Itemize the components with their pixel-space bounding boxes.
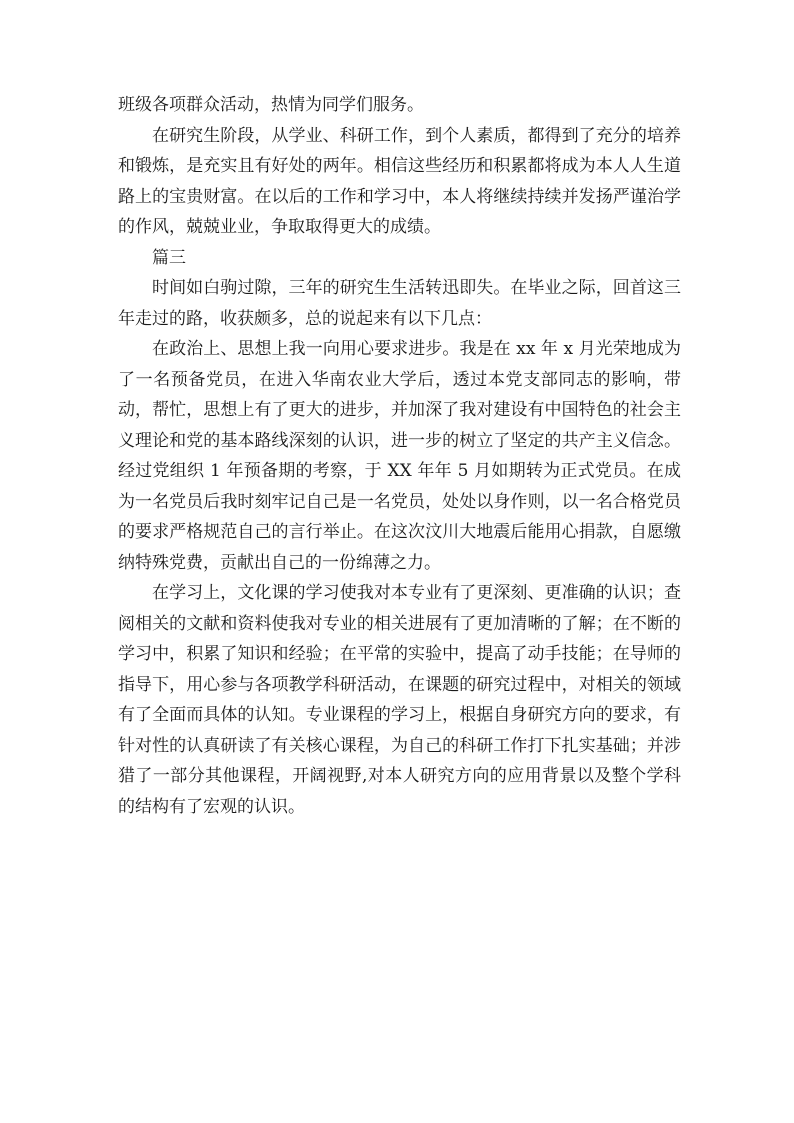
paragraph-study: 在学习上，文化课的学习使我对本专业有了更深刻、更准确的认识；查阅相关的文献和资料使我对专业的相关进展有了更加清晰的了解；在不断的学习中，积累了知识和经验；在平常的实验中，提高了动手技能；在导师的指导下，用心参与各项教学科研活动，在课题的研究过程中，对相关的领域有了全面而具体的认知。专业课程的学习上，根据自身研究方向的要求，有针对性的认真研读了有关核心课程，为自己的科研工作打下扎实基础；并涉猎了一部分其他课程，开阔视野,对本人研究方向的应用背景以及整个学科的结构有了宏观的认识。 [118,583,681,817]
paragraph-graduate-summary: 在研究生阶段，从学业、科研工作，到个人素质，都得到了充分的培养和锻炼，是充实且有好处的两年。相信这些经历和积累都将成为本人人生道路上的宝贵财富。在以后的工作和学习中，本人将继续持续并发扬严谨治学的作风，兢兢业业，争取取得更大的成绩。 [118,125,681,237]
paragraph-continuation: 班级各项群众活动，热情为同学们服务。 [118,95,424,115]
document-body [118,90,681,822]
paragraph-political: 在政治上、思想上我一向用心要求进步。我是在 xx 年 x 月光荣地成为了一名预备党员，在进入华南农业大学后，透过本党支部同志的影响，带动，帮忙，思想上有了更大的进步，并加深了我对建设有中国特色的社会主义理论和党的基本路线深刻的认识，进一步的树立了坚定的共产主义信念。经过党组织 1 年预备期的考察，于 XX 年年 5 月如期转为正式党员。在成为一名党员后我时刻牢记自己是一名党员，处处以身作则，以一名合格党员的要求严格规范自己的言行举止。在这次汶川大地震后能用心捐款，自愿缴纳特殊党费，贡献出自己的一份绵薄之力。 [118,339,681,573]
section-heading: 篇三 [152,247,186,268]
paragraph-intro: 时间如白驹过隙，三年的研究生生活转迅即失。在毕业之际，回首这三年走过的路，收获颇多，总的说起来有以下几点： [118,278,681,329]
